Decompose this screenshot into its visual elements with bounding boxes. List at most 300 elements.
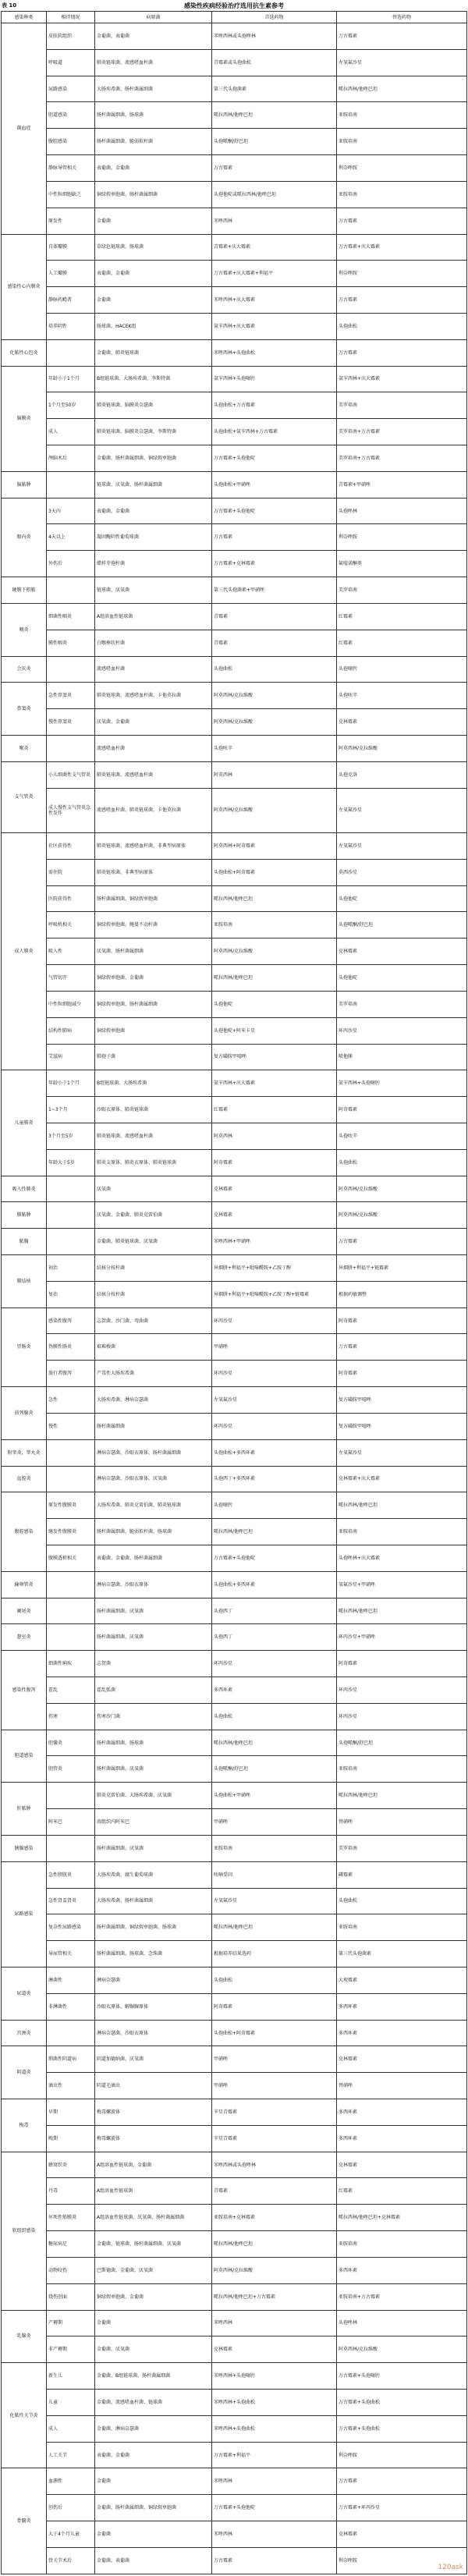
table-row	[2, 2363, 467, 2390]
cell-first-choice: 哌拉西林/他唑巴坦	[212, 885, 337, 912]
cell-pathogen: 铜绿假单胞菌	[95, 1017, 212, 1044]
cell-first-choice: 亚胺培南	[212, 1835, 337, 1861]
cell-first-choice: 头孢哌酮/舒巴坦	[212, 1756, 337, 1783]
cell-infection: 胰腺感染	[2, 1835, 47, 1861]
cell-alternative: 环丙沙星	[337, 1017, 467, 1044]
cell-patient: 慢性鼻窦炎	[47, 709, 95, 736]
cell-first-choice: 哌拉西林/他唑巴坦	[212, 102, 337, 129]
cell-first-choice: 头孢曲松	[212, 1967, 337, 1993]
table-row	[2, 709, 467, 736]
cell-pathogen: 梅毒螺旋体	[95, 2125, 212, 2152]
cell-first-choice: 根据培养结果选药	[212, 1941, 337, 1967]
cell-pathogen: 阴道加德纳菌、厌氧菌	[95, 2046, 212, 2073]
table-row	[2, 1281, 467, 1308]
cell-patient: 导尿管相关	[47, 1941, 95, 1967]
table-row	[2, 1017, 467, 1044]
table-row	[2, 2310, 467, 2336]
cell-pathogen: 肠杆菌属细菌、肠球菌	[95, 102, 212, 129]
cell-patient: 伤寒	[47, 1703, 95, 1730]
cell-alternative: 阿莫西林/克拉维酸	[337, 1202, 467, 1229]
cell-patient: 糖尿病足	[47, 2231, 95, 2258]
cell-pathogen: 淋病奈瑟菌、沙眼衣原体	[95, 1571, 212, 1598]
cell-alternative: 第三代头孢菌素	[337, 1941, 467, 1967]
cell-pathogen: 凝固酶阴性葡萄球菌	[95, 524, 212, 551]
cell-pathogen: 金葡菌、肺炎链球菌	[95, 339, 212, 366]
table-row	[2, 1492, 467, 1519]
header-first-choice: 首选药物	[212, 12, 337, 23]
cell-pathogen: 表葡菌、金葡菌	[95, 2442, 212, 2468]
cell-alternative: 多西环素	[337, 2257, 467, 2283]
cell-first-choice: 苄星青霉素	[212, 2099, 337, 2126]
cell-patient	[47, 656, 95, 683]
cell-infection: 胆道感染	[2, 1730, 47, 1783]
cell-pathogen: 铜绿假单胞菌、金葡菌	[95, 2283, 212, 2310]
cell-patient: 外伤后	[47, 551, 95, 577]
cell-pathogen: 肠杆菌属细菌	[95, 1413, 212, 1439]
cell-patient: 急性	[47, 1387, 95, 1414]
cell-pathogen: 金葡菌、肠杆菌属细菌、铜绿假单胞菌	[95, 2495, 212, 2521]
cell-alternative: 万古霉素	[337, 1334, 467, 1361]
header-alternative: 替选药物	[337, 12, 467, 23]
cell-patient: 复治	[47, 1281, 95, 1308]
table-row	[2, 1229, 467, 1255]
cell-first-choice: 阿莫西林	[212, 1123, 337, 1149]
cell-pathogen: 肠杆菌属细菌、厌氧菌	[95, 1598, 212, 1624]
table-row	[2, 1571, 467, 1598]
cell-first-choice: 克林霉素	[212, 1202, 337, 1229]
table-row	[2, 419, 467, 445]
table-row	[2, 1730, 467, 1756]
cell-pathogen: 金葡菌、B组链球菌、肠杆菌属细菌	[95, 2363, 212, 2390]
table-row	[2, 2046, 467, 2073]
cell-alternative: 万古霉素	[337, 339, 467, 366]
table-row	[2, 445, 467, 472]
table-row	[2, 524, 467, 551]
cell-pathogen: 铜绿假单胞菌、金葡菌	[95, 965, 212, 992]
table-row	[2, 313, 467, 339]
cell-infection: 肺结核	[2, 1255, 47, 1308]
cell-first-choice: 亚胺培南+克林霉素	[212, 2205, 337, 2231]
cell-alternative: 美罗培南	[337, 991, 467, 1017]
cell-alternative: 头孢唑林	[337, 498, 467, 524]
cell-pathogen: 铜绿假单胞菌、鲍曼不动杆菌	[95, 912, 212, 939]
table-row	[2, 1202, 467, 1229]
cell-first-choice: 阿莫西林+阿奇霉素	[212, 833, 337, 860]
cell-alternative: 环丙沙星+甲硝唑	[337, 1624, 467, 1651]
cell-alternative: 万古霉素	[337, 23, 467, 50]
cell-first-choice: 左氧氟沙星	[212, 1387, 337, 1414]
cell-alternative: 克林霉素	[337, 709, 467, 736]
cell-alternative: 头孢呋辛	[337, 683, 467, 709]
cell-first-choice: 苯唑西林	[212, 2521, 337, 2548]
cell-patient: 淋菌性	[47, 1967, 95, 1993]
cell-alternative: 阿莫西林/克拉维酸	[337, 1176, 467, 1202]
cell-patient: 成人慢性支气管炎急性发作	[47, 788, 95, 832]
cell-patient: 年龄小于1个月	[47, 1070, 95, 1097]
table-row	[2, 261, 467, 287]
table-row	[2, 2415, 467, 2442]
table-row	[2, 656, 467, 683]
cell-patient: 新生儿	[47, 2363, 95, 2390]
cell-patient: 腹腔感染	[47, 129, 95, 155]
cell-alternative: 利奈唑胺	[337, 524, 467, 551]
cell-patient	[47, 735, 95, 761]
cell-patient: 医院获得性	[47, 885, 95, 912]
cell-alternative: 复方磺胺甲噁唑	[337, 1387, 467, 1414]
cell-patient: 4天以上	[47, 524, 95, 551]
cell-patient: 静脉导管相关	[47, 155, 95, 182]
cell-first-choice: 呋喃妥因	[212, 1861, 337, 1888]
cell-infection: 儿童肺炎	[2, 1070, 47, 1176]
cell-patient: 气管切开	[47, 965, 95, 992]
cell-first-choice: 苯唑西林+甲硝唑	[212, 1229, 337, 1255]
table-row	[2, 788, 467, 832]
cell-patient: 非淋菌性	[47, 1993, 95, 2020]
cell-pathogen: 淋病奈瑟菌	[95, 1967, 212, 1993]
cell-patient: 艾滋病	[47, 1044, 95, 1070]
cell-first-choice: 阿莫西林/克拉维酸	[212, 788, 337, 832]
cell-alternative: 头孢噻肟	[337, 656, 467, 683]
cell-patient: 初治	[47, 1255, 95, 1282]
table-row	[2, 1861, 467, 1888]
cell-first-choice: 阿莫西林	[212, 761, 337, 788]
cell-patient: 细菌性咽炎	[47, 603, 95, 630]
cell-alternative: 红霉素	[337, 630, 467, 656]
cell-alternative: 万古霉素	[337, 287, 467, 314]
cell-patient: 中性粒细胞减少	[47, 991, 95, 1017]
table-row	[2, 2283, 467, 2310]
cell-alternative: 阿奇霉素	[337, 1308, 467, 1334]
cell-pathogen: 肺炎链球菌、脑膜炎奈瑟菌	[95, 392, 212, 419]
cell-patient: 丹毒	[47, 2178, 95, 2205]
cell-patient	[47, 339, 95, 366]
table-row	[2, 1703, 467, 1730]
cell-alternative: 头孢他啶	[337, 885, 467, 912]
cell-alternative: 亚胺培南	[337, 1519, 467, 1545]
cell-patient	[47, 1176, 95, 1202]
table-row	[2, 498, 467, 524]
cell-patient: 1个月至50岁	[47, 392, 95, 419]
table-row	[2, 1439, 467, 1466]
cell-first-choice: 头孢西丁+多西环素	[212, 1466, 337, 1492]
cell-first-choice: 头孢曲松	[212, 1703, 337, 1730]
cell-alternative: 红霉素	[337, 603, 467, 630]
cell-first-choice: 环丙沙星	[212, 1361, 337, 1387]
cell-alternative: 哌拉西林/他唑巴坦	[337, 1598, 467, 1624]
cell-patient	[47, 1229, 95, 1255]
table-row	[2, 1387, 467, 1414]
cell-infection: 附睾炎、睾丸炎	[2, 1439, 47, 1466]
cell-patient: 吸入性	[47, 939, 95, 965]
cell-pathogen: 肺炎链球菌、流感嗜血杆菌	[95, 1123, 212, 1149]
cell-alternative: 哌拉西林/他唑巴坦	[337, 76, 467, 102]
cell-patient: 滴虫性	[47, 2073, 95, 2099]
table-row	[2, 2178, 467, 2205]
cell-pathogen: 金葡菌	[95, 287, 212, 314]
cell-pathogen: 肠球菌、HACEK组	[95, 313, 212, 339]
cell-pathogen: 大肠埃希菌、淋病奈瑟菌	[95, 1387, 212, 1414]
cell-patient: 成人	[47, 419, 95, 445]
cell-first-choice: 万古霉素+头孢他啶	[212, 1545, 337, 1571]
cell-first-choice: 头孢曲松+甲硝唑	[212, 471, 337, 498]
cell-pathogen: 金葡菌	[95, 2521, 212, 2548]
cell-first-choice: 红霉素	[212, 1097, 337, 1123]
cell-patient: 需住院	[47, 859, 95, 885]
cell-pathogen: 伤寒沙门菌	[95, 1703, 212, 1730]
cell-alternative: 万古霉素+头孢曲松	[337, 2389, 467, 2415]
table-row	[2, 1308, 467, 1334]
cell-patient: 旅行者腹泻	[47, 1361, 95, 1387]
cell-patient	[47, 1835, 95, 1861]
cell-infection: 菌血症	[2, 23, 47, 235]
cell-first-choice: 万古霉素	[212, 524, 337, 551]
cell-alternative: 替硝唑	[337, 1809, 467, 1836]
table-row	[2, 1334, 467, 1361]
cell-infection: 硬膜下积脓	[2, 577, 47, 604]
cell-pathogen: 金葡菌、厌氧菌	[95, 2336, 212, 2363]
table-row	[2, 2231, 467, 2258]
cell-alternative: 美罗培南	[337, 577, 467, 604]
cell-pathogen: 肠杆菌属细菌、肠球菌、念珠菌	[95, 1941, 212, 1967]
cell-pathogen: A组溶血性链球菌	[95, 2178, 212, 2205]
cell-pathogen: 流感嗜血杆菌	[95, 656, 212, 683]
cell-first-choice: 异烟肼+利福平+吡嗪酰胺+乙胺丁醇	[212, 1255, 337, 1282]
cell-first-choice: 哌拉西林/他唑巴坦	[212, 2231, 337, 2258]
cell-alternative: 克林霉素+庆大霉素	[337, 1466, 467, 1492]
cell-alternative: 红霉素	[337, 2178, 467, 2205]
cell-alternative: 喷他脒	[337, 1044, 467, 1070]
table-row	[2, 1176, 467, 1202]
cell-pathogen: A组溶血性链球菌、厌氧菌、肠杆菌属细菌	[95, 2205, 212, 2231]
cell-alternative: 亚胺培南	[337, 2231, 467, 2258]
cell-patient: 人工关节	[47, 2442, 95, 2468]
cell-patient: 大于4个月儿童	[47, 2521, 95, 2548]
cell-first-choice: 亚胺培南	[212, 912, 337, 939]
table-row	[2, 471, 467, 498]
cell-patient: 骨关节术后	[47, 2547, 95, 2574]
table-row	[2, 1783, 467, 1809]
cell-patient: 早期	[47, 2099, 95, 2126]
cell-first-choice: 苯唑西林+头孢曲松	[212, 2389, 337, 2415]
cell-first-choice: 头孢他啶	[212, 991, 337, 1017]
cell-patient: 小儿细菌性支气管炎	[47, 761, 95, 788]
table-row	[2, 2125, 467, 2152]
cell-pathogen: 肺炎链球菌、流感嗜血杆菌	[95, 761, 212, 788]
cell-first-choice: 头孢西丁	[212, 1598, 337, 1624]
cell-alternative: 利奈唑胺	[337, 155, 467, 182]
cell-first-choice: 哌拉西林/他唑巴坦	[212, 1519, 337, 1545]
cell-alternative: 头孢呋辛	[337, 1123, 467, 1149]
table-row	[2, 366, 467, 392]
cell-alternative: 头孢克洛	[337, 761, 467, 788]
cell-pathogen: 铜绿假单胞菌、肠杆菌属细菌	[95, 991, 212, 1017]
cell-pathogen: 淋病奈瑟菌、沙眼衣原体、厌氧菌	[95, 1466, 212, 1492]
cell-pathogen: 肠杆菌属细菌、肠球菌	[95, 1730, 212, 1756]
cell-infection: 化脓性心包炎	[2, 339, 47, 366]
cell-first-choice: 甲硝唑	[212, 1809, 337, 1836]
table-row	[2, 1624, 467, 1651]
cell-alternative: 美罗培南	[337, 392, 467, 419]
cell-pathogen: 溶组织内阿米巴	[95, 1809, 212, 1836]
cell-pathogen: 表葡菌、金葡菌、肠杆菌属细菌	[95, 1545, 212, 1571]
cell-patient: 非产褥期	[47, 2336, 95, 2363]
cell-alternative: 氟喹诺酮类	[337, 551, 467, 577]
table-row	[2, 181, 467, 208]
cell-first-choice: 苯唑西林	[212, 208, 337, 234]
table-row	[2, 1809, 467, 1836]
cell-pathogen: 厌氧菌、金葡菌、肺炎克雷伯菌	[95, 1202, 212, 1229]
cell-patient	[47, 471, 95, 498]
cell-first-choice: 青霉素或头孢曲松	[212, 49, 337, 76]
cell-alternative: 环丙沙星	[337, 1703, 467, 1730]
cell-first-choice: 阿奇霉素	[212, 1149, 337, 1176]
cell-first-choice: 苯唑西林	[212, 2468, 337, 2495]
cell-alternative: 美罗培南+万古霉素	[337, 419, 467, 445]
cell-infection: 眼内炎	[2, 498, 47, 577]
cell-pathogen: 肠杆菌属细菌、厌氧菌	[95, 1835, 212, 1861]
cell-infection: 前列腺炎	[2, 1387, 47, 1440]
cell-alternative: 亚胺培南+万古霉素	[337, 2283, 467, 2310]
cell-alternative: 左氧氟沙星	[337, 49, 467, 76]
cell-first-choice: 头孢他啶或哌拉西林/他唑巴坦	[212, 181, 337, 208]
table-row	[2, 761, 467, 788]
cell-first-choice: 苯唑西林或头孢唑林	[212, 23, 337, 50]
cell-pathogen: 志贺菌	[95, 1651, 212, 1677]
table-row	[2, 2257, 467, 2283]
cell-infection: 脑脓肿	[2, 471, 47, 498]
cell-first-choice: 哌拉西林/他唑巴坦	[212, 965, 337, 992]
table-row	[2, 991, 467, 1017]
cell-first-choice: 阿莫西林/克拉维酸	[212, 683, 337, 709]
cell-pathogen: 肺炎链球菌、非典型病原体	[95, 859, 212, 885]
cell-infection: 吸入性肺炎	[2, 1176, 47, 1202]
cell-pathogen: 肺炎链球菌、流感嗜血杆菌、非典型病原体	[95, 833, 212, 860]
cell-infection: 支气管炎	[2, 761, 47, 832]
cell-first-choice: 苯唑西林	[212, 2310, 337, 2336]
cell-alternative: 亚胺培南	[337, 102, 467, 129]
cell-patient	[47, 577, 95, 604]
table-row	[2, 102, 467, 129]
cell-infection: 胃肠炎	[2, 1308, 47, 1386]
cell-alternative: 复方磺胺甲噁唑	[337, 1413, 467, 1439]
table-row	[2, 1044, 467, 1070]
table-row	[2, 2205, 467, 2231]
cell-patient: 蜂窝织炎	[47, 2152, 95, 2178]
cell-first-choice: 异烟肼+利福平+吡嗪酰胺+乙胺丁醇+链霉素	[212, 1281, 337, 1308]
table-row	[2, 683, 467, 709]
table-row	[2, 2099, 467, 2126]
cell-patient: 结构性肺病	[47, 1017, 95, 1044]
table-row	[2, 2152, 467, 2178]
cell-alternative: 克林霉素	[337, 939, 467, 965]
table-row	[2, 2389, 467, 2415]
cell-first-choice: 第三代头孢菌素	[212, 76, 337, 102]
cell-patient: 尿路感染	[47, 76, 95, 102]
cell-first-choice: 头孢曲松+多西环素	[212, 1439, 337, 1466]
table-row	[2, 1070, 467, 1097]
table-row	[2, 1651, 467, 1677]
cell-alternative: 阿莫西林/克拉维酸	[337, 2336, 467, 2363]
table-row	[2, 603, 467, 630]
cell-pathogen: 金葡菌、表葡菌	[95, 23, 212, 50]
cell-patient: 急性肾盂肾炎	[47, 1888, 95, 1914]
cell-first-choice: 苄星青霉素	[212, 2125, 337, 2152]
cell-pathogen: 产毒性大肠埃希菌	[95, 1361, 212, 1387]
table-row	[2, 1466, 467, 1492]
cell-patient: 人工瓣膜	[47, 261, 95, 287]
table-row	[2, 2495, 467, 2521]
cell-pathogen: 金葡菌、流感嗜血杆菌、链球菌	[95, 2389, 212, 2415]
table-row	[2, 630, 467, 656]
cell-pathogen: 肠杆菌属细菌、铜绿假单胞菌、肠球菌	[95, 1914, 212, 1941]
cell-first-choice: 克林霉素	[212, 1176, 337, 1202]
cell-patient: 年龄小于1个月	[47, 366, 95, 392]
table-row	[2, 1941, 467, 1967]
cell-alternative: 万古霉素	[337, 208, 467, 234]
table-row	[2, 859, 467, 885]
table-row	[2, 1677, 467, 1704]
table-row	[2, 1914, 467, 1941]
cell-pathogen: 表葡菌、金葡菌	[95, 498, 212, 524]
cell-alternative: 青霉素+甲硝唑	[337, 471, 467, 498]
cell-pathogen: 霍乱弧菌	[95, 1677, 212, 1704]
table-header-row	[2, 12, 467, 23]
cell-patient	[47, 1466, 95, 1492]
cell-patient: 胆道感染	[47, 102, 95, 129]
table-row	[2, 76, 467, 102]
cell-patient: 成人	[47, 2415, 95, 2442]
cell-first-choice: 万古霉素+庆大霉素+利福平	[212, 261, 337, 287]
cell-patient: 霍乱	[47, 1677, 95, 1704]
cell-alternative: 利奈唑胺	[337, 261, 467, 287]
cell-patient: 呼吸机相关	[47, 912, 95, 939]
table-row	[2, 2547, 467, 2574]
cell-first-choice: 环丙沙星	[212, 1413, 337, 1439]
cell-patient: 继发性腹膜炎	[47, 1519, 95, 1545]
table-row	[2, 1123, 467, 1149]
cell-pathogen: 梅毒螺旋体	[95, 2099, 212, 2126]
cell-alternative: 头孢曲松	[337, 313, 467, 339]
cell-alternative: 头孢哌酮/舒巴坦	[337, 912, 467, 939]
cell-pathogen: 艰难梭菌	[95, 1334, 212, 1361]
cell-first-choice: 万古霉素+头孢他啶	[212, 2495, 337, 2521]
cell-patient: 烧伤创面	[47, 2283, 95, 2310]
cell-patient: 3个月至5岁	[47, 1123, 95, 1149]
cell-first-choice: 头孢曲松	[212, 656, 337, 683]
cell-infection: 阴道炎	[2, 2046, 47, 2099]
cell-pathogen: 金葡菌、肺炎链球菌、厌氧菌	[95, 1229, 212, 1255]
table-row	[2, 1993, 467, 2020]
cell-pathogen: 金葡菌	[95, 208, 212, 234]
cell-first-choice: 头孢曲松+氨苄西林+万古霉素	[212, 419, 337, 445]
cell-infection: 尿路感染	[2, 1861, 47, 1967]
cell-alternative: 左氧氟沙星	[337, 788, 467, 832]
cell-alternative: 利奈唑胺	[337, 2442, 467, 2468]
table-row	[2, 1756, 467, 1783]
table-row	[2, 1361, 467, 1387]
cell-alternative: 亚胺培南	[337, 1914, 467, 1941]
cell-first-choice: 万古霉素	[212, 155, 337, 182]
cell-pathogen: 金葡菌、肠杆菌属细菌、铜绿假单胞菌	[95, 445, 212, 472]
cell-alternative: 头孢哌酮/舒巴坦	[337, 1730, 467, 1756]
cell-alternative: 根据药敏调整	[337, 1281, 467, 1308]
cell-alternative: 环丙沙星	[337, 1677, 467, 1704]
cell-first-choice: 环丙沙星	[212, 1308, 337, 1334]
cell-pathogen: 金葡菌、淋病奈瑟菌	[95, 2415, 212, 2442]
cell-patient: 1~3个月	[47, 1097, 95, 1123]
table-row	[2, 1519, 467, 1545]
cell-alternative: 克林霉素	[337, 2046, 467, 2073]
